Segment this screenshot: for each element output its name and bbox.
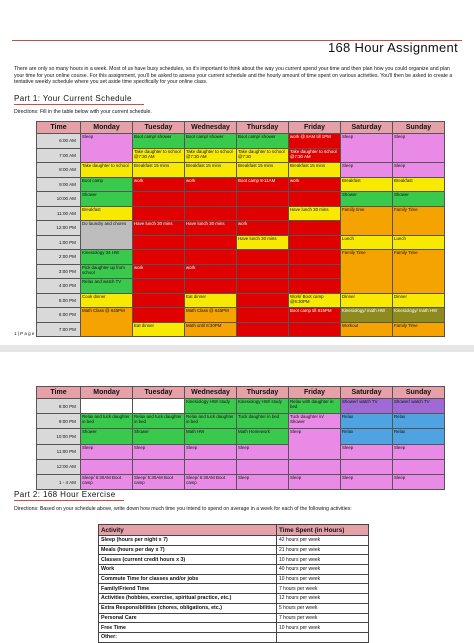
schedule-header-time: Time bbox=[37, 387, 81, 399]
schedule-row bbox=[37, 163, 445, 178]
schedule-cell: Take daughter to school bbox=[81, 163, 133, 178]
schedule-cell: Sleep/ 5:30AM Boot camp bbox=[185, 474, 237, 489]
schedule-cell: Sleep bbox=[237, 444, 289, 459]
schedule-header-tuesday: Tuesday bbox=[133, 387, 185, 399]
schedule-cell: Tuck daughter in/ Shower bbox=[289, 414, 341, 429]
schedule-cell bbox=[289, 459, 341, 474]
schedule-cell: Work/ Boot camp @5:30PM bbox=[289, 293, 341, 308]
schedule-cell bbox=[289, 279, 341, 294]
schedule-row bbox=[37, 134, 445, 149]
time-cell: 10:00 AM bbox=[37, 192, 81, 207]
schedule-header-thursday: Thursday bbox=[237, 122, 289, 134]
time-cell: 1:00 PM bbox=[37, 235, 81, 250]
time-spent-value: 10 hours per week bbox=[277, 574, 369, 584]
schedule-cell: Family Time bbox=[393, 206, 445, 235]
schedule-cell bbox=[185, 192, 237, 207]
schedule-cell: Sleep bbox=[341, 444, 393, 459]
schedule-cell: Sleep/ 5:30AM Boot camp bbox=[81, 474, 133, 489]
activity-label: Other: bbox=[99, 632, 277, 642]
schedule-cell: Shower bbox=[393, 192, 445, 207]
schedule-cell: Dinner bbox=[341, 293, 393, 308]
time-spent-value: 42 hours per week bbox=[277, 536, 369, 546]
schedule-cell: Take daughter to school @7:30 AM bbox=[289, 148, 341, 163]
time-spent-value: 12 hours per week bbox=[277, 594, 369, 604]
time-spent-value: 21 hours per week bbox=[277, 545, 369, 555]
schedule-cell: Have lunch 30 mins bbox=[237, 235, 289, 250]
part2-heading: Part 2: 168 Hour Exercise bbox=[14, 490, 116, 499]
schedule-cell bbox=[237, 322, 289, 337]
schedule-cell bbox=[81, 459, 133, 474]
time-cell: 7:00 PM bbox=[37, 322, 81, 337]
schedule-cell: Sleep/ 5:30AM Boot camp bbox=[133, 474, 185, 489]
schedule-cell: Kinesiology/ math HW bbox=[341, 308, 393, 323]
schedule-row bbox=[37, 429, 445, 444]
schedule-cell: Relax with daughter in bed bbox=[289, 399, 341, 414]
schedule-header-tuesday: Tuesday bbox=[133, 122, 185, 134]
schedule-cell: Sleep bbox=[341, 474, 393, 489]
schedule-cell: Breakfast bbox=[341, 177, 393, 192]
exercise-row bbox=[99, 594, 369, 604]
schedule-cell: Sleep bbox=[393, 163, 445, 178]
schedule-cell: Family Time bbox=[393, 250, 445, 294]
schedule-header-wednesday: Wednesday bbox=[185, 387, 237, 399]
schedule-cell bbox=[289, 250, 341, 265]
time-cell: 6:00 AM bbox=[37, 134, 81, 149]
time-cell: 9:00 AM bbox=[37, 177, 81, 192]
schedule-header-monday: Monday bbox=[81, 387, 133, 399]
schedule-cell: Sleep bbox=[341, 134, 393, 163]
exercise-row bbox=[99, 613, 369, 623]
schedule-header-wednesday: Wednesday bbox=[185, 122, 237, 134]
part1-rule bbox=[14, 104, 144, 105]
schedule-row bbox=[37, 293, 445, 308]
schedule-cell bbox=[185, 279, 237, 294]
part1-directions: Directions: Fill in the table below with your current schedule. bbox=[14, 109, 152, 115]
schedule-cell bbox=[237, 293, 289, 308]
schedule-cell: Breakfast bbox=[393, 177, 445, 192]
schedule-cell: Sleep bbox=[289, 429, 341, 459]
schedule-cell: Relax and tuck daughter in bed bbox=[185, 414, 237, 429]
schedule-cell: Boot camp/ shower bbox=[133, 134, 185, 149]
schedule-cell: Boot camp/ shower bbox=[185, 134, 237, 149]
exercise-header: Activity bbox=[99, 525, 277, 536]
schedule-cell: Have lunch 30 mins bbox=[185, 221, 237, 236]
exercise-row bbox=[99, 584, 369, 594]
time-cell: 11:00 PM bbox=[37, 444, 81, 459]
time-spent-value: 7 hours per week bbox=[277, 613, 369, 623]
schedule-cell bbox=[237, 308, 289, 323]
schedule-cell: Relax and tuck daughter in bed bbox=[133, 414, 185, 429]
time-cell: 8:00 AM bbox=[37, 163, 81, 178]
schedule-cell: Boot camp/ shower bbox=[237, 134, 289, 149]
schedule-cell: Family time bbox=[341, 206, 393, 235]
schedule-cell: Kinesiology 34 HW bbox=[81, 250, 133, 265]
schedule-cell: Sleep bbox=[81, 444, 133, 459]
activity-label: Family/Friend Time bbox=[99, 584, 277, 594]
schedule-cell: Kinesiology/ math HW bbox=[393, 308, 445, 323]
schedule-cell bbox=[237, 192, 289, 207]
schedule-cell: Sleep bbox=[237, 474, 289, 489]
schedule-cell: Shower bbox=[341, 192, 393, 207]
schedule-table-2 bbox=[36, 386, 445, 490]
schedule-cell bbox=[185, 459, 237, 474]
schedule-cell bbox=[341, 459, 393, 474]
schedule-header-saturday: Saturday bbox=[341, 387, 393, 399]
schedule-cell: work bbox=[237, 221, 289, 236]
schedule-cell bbox=[185, 250, 237, 265]
time-cell: 3:00 PM bbox=[37, 264, 81, 279]
schedule-cell: Boot camp bbox=[81, 177, 133, 192]
schedule-cell bbox=[133, 459, 185, 474]
schedule-cell: Boot camp till 815PM bbox=[289, 308, 341, 323]
exercise-row bbox=[99, 545, 369, 555]
schedule-cell bbox=[237, 279, 289, 294]
schedule-cell: Shower bbox=[81, 429, 133, 444]
schedule-cell: Pick daughter up from school bbox=[81, 264, 133, 279]
schedule-row bbox=[37, 414, 445, 429]
time-spent-value: 10 hours per week bbox=[277, 555, 369, 565]
schedule-cell bbox=[237, 206, 289, 221]
schedule-cell: Shower bbox=[81, 192, 133, 207]
part2-rule bbox=[14, 500, 124, 501]
schedule-cell: Relax bbox=[393, 429, 445, 444]
time-cell: 4:00 PM bbox=[37, 279, 81, 294]
schedule-cell bbox=[133, 250, 185, 265]
schedule-cell: Relax and watch TV bbox=[81, 279, 133, 294]
schedule-header-sunday: Sunday bbox=[393, 387, 445, 399]
schedule-header-time: Time bbox=[37, 122, 81, 134]
schedule-cell bbox=[133, 192, 185, 207]
schedule-cell: Sleep bbox=[393, 134, 445, 163]
schedule-cell: Sleep bbox=[289, 474, 341, 489]
exercise-table bbox=[98, 524, 369, 643]
activity-label: Meals (hours per day x 7) bbox=[99, 545, 277, 555]
schedule-row bbox=[37, 474, 445, 489]
schedule-cell bbox=[289, 264, 341, 279]
schedule-cell: work bbox=[289, 177, 341, 192]
schedule-header-monday: Monday bbox=[81, 122, 133, 134]
schedule-header-friday: Friday bbox=[289, 122, 341, 134]
schedule-cell: Family Time bbox=[341, 250, 393, 294]
exercise-row bbox=[99, 574, 369, 584]
schedule-cell: Math Class @ 645PM bbox=[185, 308, 237, 323]
part2-directions: Directions: Based on your schedule above, write down how much time you intend to spend on average in a week for each of the following activities: bbox=[14, 506, 352, 512]
schedule-cell: Kinesiology HW/ study bbox=[185, 399, 237, 414]
schedule-cell bbox=[133, 235, 185, 250]
time-cell: 9:00 PM bbox=[37, 414, 81, 429]
activity-label: Free Time bbox=[99, 623, 277, 633]
schedule-cell: work bbox=[185, 177, 237, 192]
schedule-cell: Kinesiology HW/ study bbox=[237, 399, 289, 414]
schedule-cell: Math HW bbox=[185, 429, 237, 444]
schedule-cell: Shower bbox=[133, 429, 185, 444]
exercise-header: Time Spent (in Hours) bbox=[277, 525, 369, 536]
time-cell: 5:00 PM bbox=[37, 293, 81, 308]
schedule-cell: work bbox=[133, 177, 185, 192]
time-cell: 7:00 AM bbox=[37, 148, 81, 163]
schedule-cell bbox=[289, 235, 341, 250]
activity-label: Sleep (hours per night x 7) bbox=[99, 536, 277, 546]
schedule-cell: Workout bbox=[341, 322, 393, 337]
schedule-cell: Sleep bbox=[81, 134, 133, 163]
schedule-cell: Relax bbox=[341, 414, 393, 429]
time-spent-value bbox=[277, 632, 369, 642]
schedule-cell bbox=[81, 399, 133, 414]
schedule-row bbox=[37, 250, 445, 265]
activity-label: Extra Responsibilities (chores, obligations, etc.) bbox=[99, 603, 277, 613]
schedule-cell: Do laundry and chores bbox=[81, 221, 133, 250]
schedule-cell: Have lunch 30 mins bbox=[133, 221, 185, 236]
schedule-header-friday: Friday bbox=[289, 387, 341, 399]
time-cell: 11:00 AM bbox=[37, 206, 81, 221]
activity-label: Work bbox=[99, 565, 277, 575]
schedule-cell: Have lunch 30 mins bbox=[289, 206, 341, 221]
schedule-header-thursday: Thursday bbox=[237, 387, 289, 399]
time-cell: 1 - 4 AM bbox=[37, 474, 81, 489]
intro-paragraph: There are only so many hours in a week. Most of us have busy schedules, so it's important to think about the way you current spend your time and then plan how you could organize and plan your time for your online course. For this assignment, you'll be asked to assess your current schedule and the hourly amount of time spent on various activities. You'll then be asked to create a tentative weekly schedule where you set aside time specifically for your online class. bbox=[14, 66, 453, 86]
schedule-cell bbox=[237, 264, 289, 279]
schedule-cell: Breakfast 15 mins bbox=[185, 163, 237, 178]
schedule-cell: work bbox=[133, 264, 185, 279]
time-cell: 12:00 AM bbox=[37, 459, 81, 474]
schedule-row bbox=[37, 177, 445, 192]
document-title: 168 Hour Assignment bbox=[328, 40, 458, 55]
schedule-cell: Sleep bbox=[393, 444, 445, 459]
exercise-row bbox=[99, 536, 369, 546]
schedule-row bbox=[37, 308, 445, 323]
schedule-cell: Shower/ watch TV bbox=[393, 399, 445, 414]
schedule-cell: Family Time bbox=[393, 322, 445, 337]
schedule-cell: work @ 6AM till 1PM bbox=[289, 134, 341, 149]
time-cell: 6:00 PM bbox=[37, 308, 81, 323]
schedule-cell: Breakfast 15 mins bbox=[133, 163, 185, 178]
schedule-cell: Breakfast 15 mins bbox=[289, 163, 341, 178]
schedule-cell: Lunch bbox=[393, 235, 445, 250]
schedule-cell: Boot camp 8-11AM bbox=[237, 177, 289, 192]
schedule-cell: Eat dinner bbox=[133, 322, 185, 337]
time-cell: 12:00 PM bbox=[37, 221, 81, 236]
schedule-cell bbox=[133, 308, 185, 323]
exercise-row bbox=[99, 623, 369, 633]
schedule-cell: Breakfast 15 mins bbox=[237, 163, 289, 178]
schedule-row bbox=[37, 459, 445, 474]
schedule-cell: work bbox=[185, 264, 237, 279]
schedule-cell bbox=[289, 322, 341, 337]
schedule-cell: Sleep bbox=[185, 444, 237, 459]
activity-label: Classes (current credit hours x 3) bbox=[99, 555, 277, 565]
schedule-row bbox=[37, 399, 445, 414]
exercise-row bbox=[99, 632, 369, 642]
schedule-cell: Math Homework bbox=[237, 429, 289, 444]
page-number: 1 | P a g e bbox=[14, 331, 35, 336]
schedule-header-sunday: Sunday bbox=[393, 122, 445, 134]
part1-heading: Part 1: Your Current Schedule bbox=[14, 94, 132, 103]
schedule-cell: Relax bbox=[341, 429, 393, 444]
schedule-cell bbox=[289, 192, 341, 207]
time-spent-value: 10 hours per week bbox=[277, 623, 369, 633]
schedule-row bbox=[37, 444, 445, 459]
schedule-cell: Take daughter to school @7:30 AM bbox=[133, 148, 185, 163]
exercise-row bbox=[99, 565, 369, 575]
schedule-cell: Tuck daughter in bed bbox=[237, 414, 289, 429]
schedule-cell: Sleep bbox=[393, 474, 445, 489]
schedule-cell bbox=[133, 293, 185, 308]
schedule-cell: Sleep bbox=[341, 163, 393, 178]
schedule-cell: Dinner bbox=[393, 293, 445, 308]
exercise-row bbox=[99, 603, 369, 613]
time-cell: 10:00 PM bbox=[37, 429, 81, 444]
time-spent-value: 7 hours per week bbox=[277, 584, 369, 594]
activity-label: Personal Care bbox=[99, 613, 277, 623]
schedule-cell: Math until 8:30PM bbox=[185, 322, 237, 337]
schedule-cell bbox=[133, 206, 185, 221]
schedule-cell: Take daughter to school @7:30 AM bbox=[185, 148, 237, 163]
schedule-cell bbox=[393, 459, 445, 474]
exercise-row bbox=[99, 555, 369, 565]
schedule-cell: Relax and tuck daughter in bed bbox=[81, 414, 133, 429]
activity-label: Activities (hobbies, exercise, spiritual practice, etc.) bbox=[99, 594, 277, 604]
schedule-cell bbox=[237, 250, 289, 265]
schedule-cell bbox=[185, 206, 237, 221]
schedule-cell: Breakfast bbox=[81, 206, 133, 221]
schedule-table-1 bbox=[36, 121, 445, 337]
schedule-cell: Take daughter to school @7:30 bbox=[237, 148, 289, 163]
schedule-header-saturday: Saturday bbox=[341, 122, 393, 134]
schedule-row bbox=[37, 192, 445, 207]
schedule-cell bbox=[237, 459, 289, 474]
schedule-cell: Math Class @ 645PM bbox=[81, 308, 133, 337]
schedule-cell: Relax bbox=[393, 414, 445, 429]
schedule-cell: Lunch bbox=[341, 235, 393, 250]
page-separator bbox=[0, 345, 474, 352]
schedule-row bbox=[37, 206, 445, 221]
time-cell: 8:00 PM bbox=[37, 399, 81, 414]
schedule-cell: Shower/ watch TV bbox=[341, 399, 393, 414]
time-spent-value: 40 hours per week bbox=[277, 565, 369, 575]
schedule-cell bbox=[133, 399, 185, 414]
time-cell: 2:00 PM bbox=[37, 250, 81, 265]
schedule-cell bbox=[185, 235, 237, 250]
schedule-cell: Cook dinner bbox=[81, 293, 133, 308]
schedule-cell: Sleep bbox=[133, 444, 185, 459]
schedule-cell: Eat dinner bbox=[185, 293, 237, 308]
schedule-cell bbox=[133, 279, 185, 294]
activity-label: Commute Time for classes and/or jobs bbox=[99, 574, 277, 584]
schedule-cell bbox=[289, 221, 341, 236]
time-spent-value: 5 hours per week bbox=[277, 603, 369, 613]
